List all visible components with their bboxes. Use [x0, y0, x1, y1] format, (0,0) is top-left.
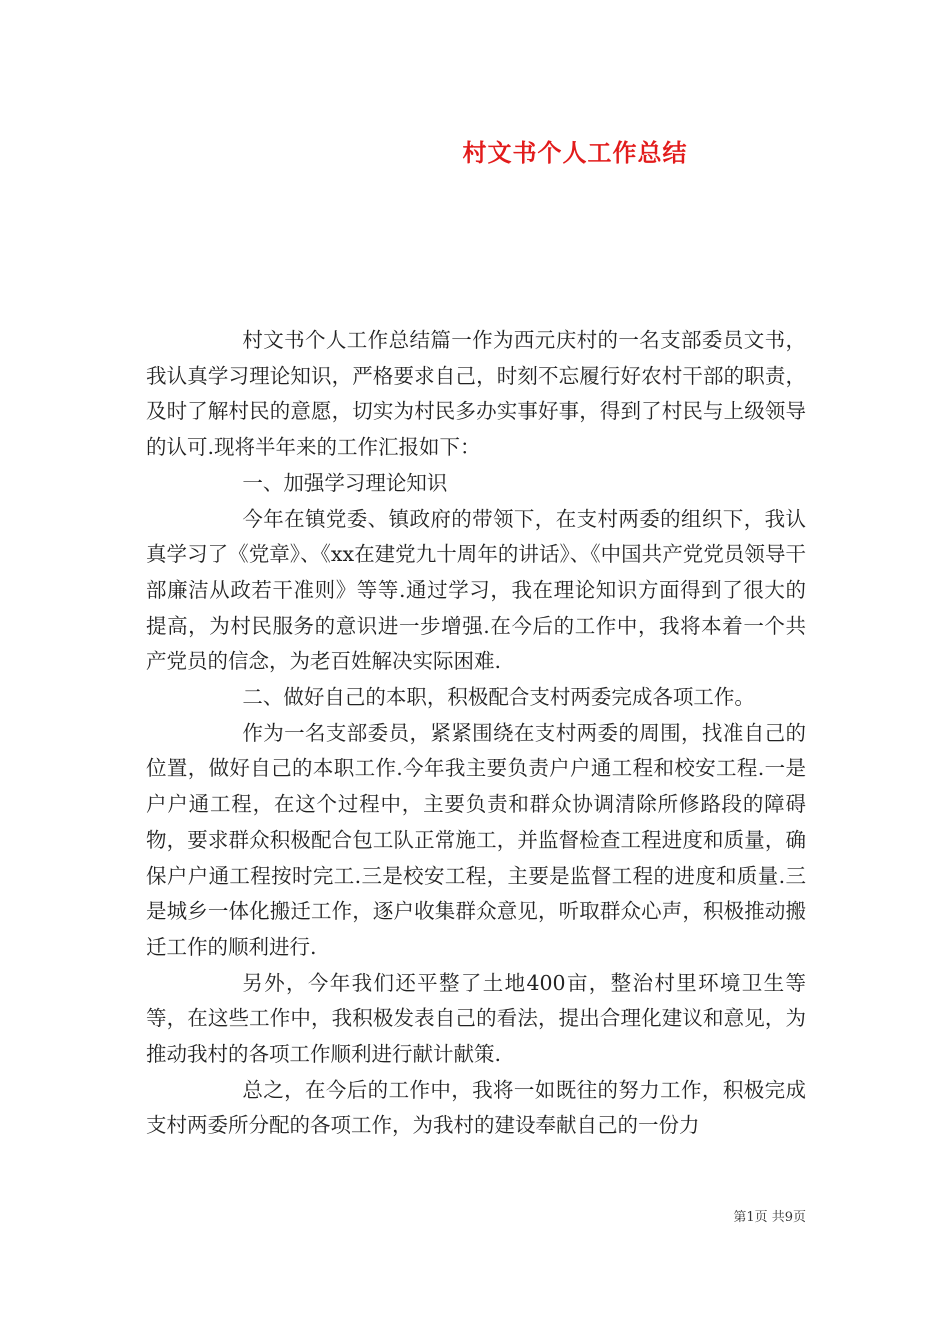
page-number-footer: 第1页 共9页	[733, 1210, 806, 1225]
paragraph-additional: 另外，今年我们还平整了土地400亩，整治村里环境卫生等等，在这些工作中，我积极发表自己的看法，提出合理化建议和意见，为推动我村的各项工作顺利进行献计献策.	[146, 970, 806, 1067]
paragraph-intro: 村文书个人工作总结篇一作为西元庆村的一名支部委员文书，我认真学习理论知识，严格要求自己，时刻不忘履行好农村干部的职责，及时了解村民的意愿，切实为村民多办实事好事，得到了村民与上级领导的认可.现将半年来的工作汇报如下：	[146, 328, 806, 460]
paragraph-conclusion: 总之，在今后的工作中，我将一如既往的努力工作，积极完成支村两委所分配的各项工作，为我村的建设奉献自己的一份力	[146, 1077, 806, 1138]
document-title: 村文书个人工作总结	[462, 138, 688, 167]
document-body	[146, 323, 806, 1144]
paragraph-duties: 作为一名支部委员，紧紧围绕在支村两委的周围，找准自己的位置，做好自己的本职工作.今年我主要负责户户通工程和校安工程.一是户户通工程，在这个过程中，主要负责和群众协调清除所修路段的障碍物，要求群众积极配合包工队正常施工，并监督检查工程进度和质量，确保户户通工程按时完工.三是校安工程，主要是监督工程的进度和质量.三是城乡一体化搬迁工作，逐户收集群众意见，听取群众心声，积极推动搬迁工作的顺利进行.	[146, 720, 806, 959]
paragraph-study: 今年在镇党委、镇政府的带领下，在支村两委的组织下，我认真学习了《党章》、《xx在建党九十周年的讲话》、《中国共产党党员领导干部廉洁从政若干准则》等等.通过学习，我在理论知识方面得到了很大的提高，为村民服务的意识进一步增强.在今后的工作中，我将本着一个共产党员的信念，为老百姓解决实际困难.	[146, 506, 806, 674]
section-heading-2: 二、做好自己的本职，积极配合支村两委完成各项工作。	[242, 685, 755, 710]
section-heading-1: 一、加强学习理论知识	[242, 470, 448, 495]
